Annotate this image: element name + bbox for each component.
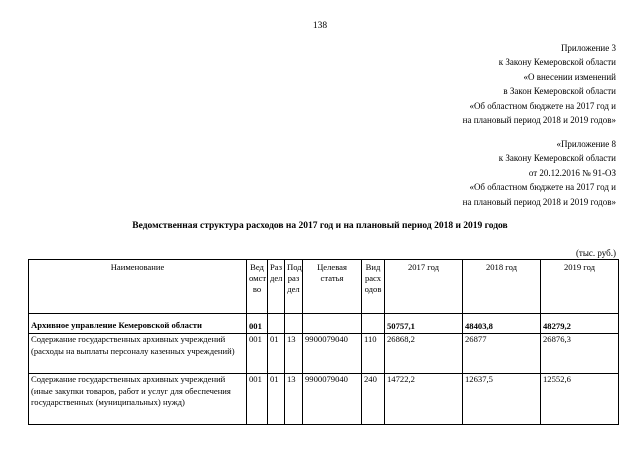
appendix-3-header: [463, 41, 616, 127]
row-name: Архивное управление Кемеровской области: [29, 319, 247, 334]
row-target: 9900079040: [303, 334, 362, 374]
row-2018: 26877: [463, 334, 541, 374]
document-title: Ведомственная структура расходов на 2017 год и на плановый период 2018 и 2019 годов: [132, 221, 508, 231]
row-2018: 48403,8: [463, 319, 541, 334]
header-subsection: Под раз дел: [285, 260, 303, 314]
row-subsection: [285, 319, 303, 334]
header-target-article: Целевая статья: [303, 260, 362, 314]
appendix-8-line: «Приложение 8: [556, 139, 616, 149]
row-2019: 26876,3: [541, 334, 619, 374]
row-exp-type: 110: [362, 334, 385, 374]
row-section: 01: [268, 374, 285, 425]
row-target: [303, 319, 362, 334]
header-2017: 2017 год: [385, 260, 463, 314]
row-subsection: 13: [285, 374, 303, 425]
row-dept: 001: [247, 319, 268, 334]
row-target: 9900079040: [303, 374, 362, 425]
row-dept: 001: [247, 374, 268, 425]
row-exp-type: [362, 319, 385, 334]
header-name: Наименование: [29, 260, 247, 314]
appendix-3-line: к Закону Кемеровской области: [498, 57, 616, 68]
table-row: [29, 334, 619, 374]
row-name: Содержание государственных архивных учреждений (расходы на выплаты персоналу казенных учреждений): [29, 334, 247, 374]
page-number: 138: [312, 21, 328, 31]
header-expenditure-type: Вид расх одов: [362, 260, 385, 314]
appendix-8-header: [463, 137, 616, 209]
row-subsection: 13: [285, 334, 303, 374]
row-2019: 48279,2: [541, 319, 619, 334]
row-2017: 26868,2: [385, 334, 463, 374]
units-label: (тыс. руб.): [575, 248, 616, 258]
appendix-3-line: Приложение 3: [560, 43, 616, 53]
row-2019: 12552,6: [541, 374, 619, 425]
appendix-3-line: «Об областном бюджете на 2017 год и: [469, 100, 616, 111]
appendix-3-line: «О внесении изменений: [523, 71, 616, 82]
row-2017: 50757,1: [385, 319, 463, 334]
header-2018: 2018 год: [463, 260, 541, 314]
row-2018: 12637,5: [463, 374, 541, 425]
header-dept: Вед омст во: [247, 260, 268, 314]
appendix-8-line: на плановый период 2018 и 2019 годов»: [462, 196, 616, 207]
row-2017: 14722,2: [385, 374, 463, 425]
departmental-expenditure-table: [28, 259, 619, 425]
row-section: [268, 319, 285, 334]
table-header-row: [29, 260, 619, 314]
header-section: Раз дел: [268, 260, 285, 314]
appendix-8-line: «Об областном бюджете на 2017 год и: [469, 182, 616, 193]
appendix-8-line: к Закону Кемеровской области: [498, 153, 616, 164]
header-2019: 2019 год: [541, 260, 619, 314]
table-row: [29, 374, 619, 425]
table-row: [29, 319, 619, 334]
row-dept: 001: [247, 334, 268, 374]
appendix-3-line: на плановый период 2018 и 2019 годов»: [462, 115, 616, 126]
row-section: 01: [268, 334, 285, 374]
row-name: Содержание государственных архивных учреждений (иные закупки товаров, работ и услуг для обеспечения государственных (муниципальных) нужд): [29, 374, 247, 425]
appendix-3-line: в Закон Кемеровской области: [503, 86, 616, 97]
row-exp-type: 240: [362, 374, 385, 425]
appendix-8-line: от 20.12.2016 № 91-ОЗ: [528, 167, 616, 178]
